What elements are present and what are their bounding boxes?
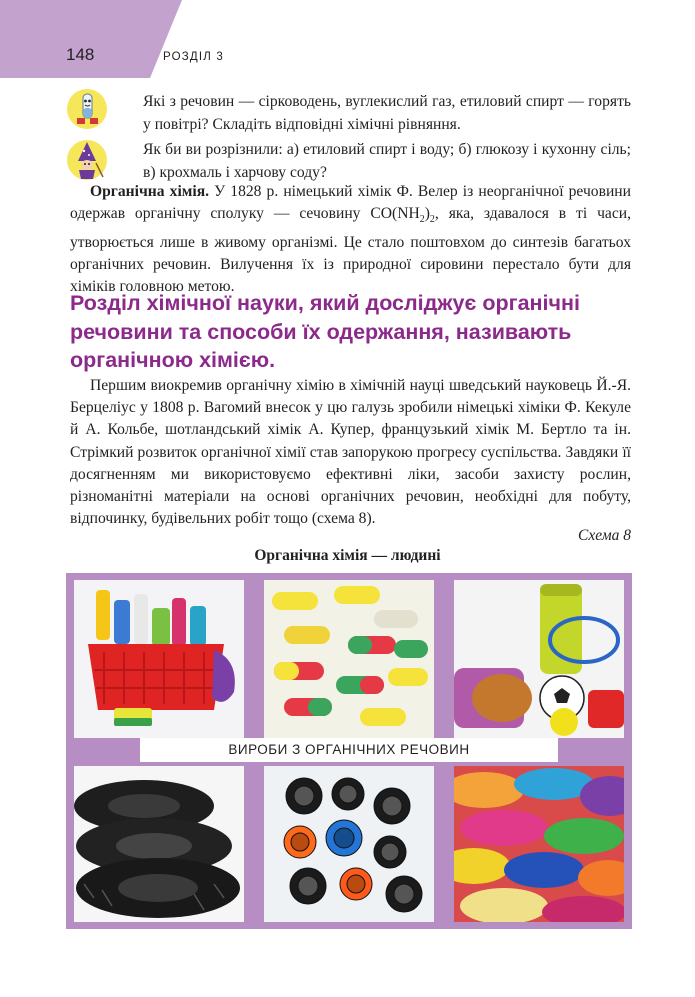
formula-subscript-1: 2 [419, 214, 425, 226]
question-2-text: Як би ви розрізнили: а) етиловий спирт і воду; б) глюкозу і кухонну сіль; в) крохмаль і харчову соду? [143, 141, 631, 181]
scheme-banner: ВИРОБИ З ОРГАНІЧНИХ РЕЧОВИН [140, 738, 558, 762]
paragraph-lead: Органічна хімія. [90, 183, 210, 200]
sports-equipment-photo [454, 580, 624, 738]
plastic-pipes-photo [264, 766, 434, 922]
header-band [0, 0, 182, 78]
test-tube-character-icon [66, 88, 108, 130]
formula-subscript-2: 2 [429, 214, 435, 226]
paragraph-organic-chemistry [70, 181, 631, 298]
car-tires-photo [74, 766, 244, 922]
definition-text: Розділ хімічної науки, який досліджує органічні речовини та способи їх одержання, називають органічною хімією. [70, 291, 580, 372]
page-number: 148 [66, 45, 95, 64]
paragraph-text-a: У 1828 р. німецький хімік Ф. Велер із неорганічної речовини одержав органічну сполуку — сечовину CO(NH [70, 183, 631, 223]
colored-yarn-photo [454, 766, 624, 922]
section-label: РОЗДІЛ 3 [163, 51, 225, 63]
medicine-capsules-photo [264, 580, 434, 738]
wizard-character-icon [66, 139, 108, 181]
question-1-text: Які з речовин — сірководень, вуглекислий газ, етиловий спирт — горять у повітрі? Складіть відповідні хімічні рівняння. [143, 93, 631, 133]
scheme-title: Органічна хімія — людині [254, 547, 441, 564]
paragraph-text-c: , яка, здавалося в ті часи, утворюється лише в живому організмі. Це стало поштовхом до синтезів багатьох органічних речовин. Вилучення їх із природної сировини перестало бути для хіміків головною метою. [70, 205, 631, 295]
paragraph-text-b: ) [424, 205, 430, 223]
cleaning-products-photo [74, 580, 244, 738]
scheme-label: Схема 8 [578, 527, 631, 544]
paragraph-history: Першим виокремив органічну хімію в хімічній науці шведський науковець Й.-Я. Берцеліус у 1808 р. Вагомий внесок у цю галузь зробили німецькі хіміки Ф. Кекуле й А. Кольбе, шотландський хімік А. Купер, французький хімік М. Бертло та ін. Стрімкий розвиток органічної хімії став запорукою прогресу суспільства. Завдяки її досягненням ми використовуємо ефективні ліки, засоби захисту рослин, різноманітні матеріали на основі органічних речовин, необхідні для побуту, відпочинку, будівельних робіт тощо (схема 8). [70, 377, 631, 528]
